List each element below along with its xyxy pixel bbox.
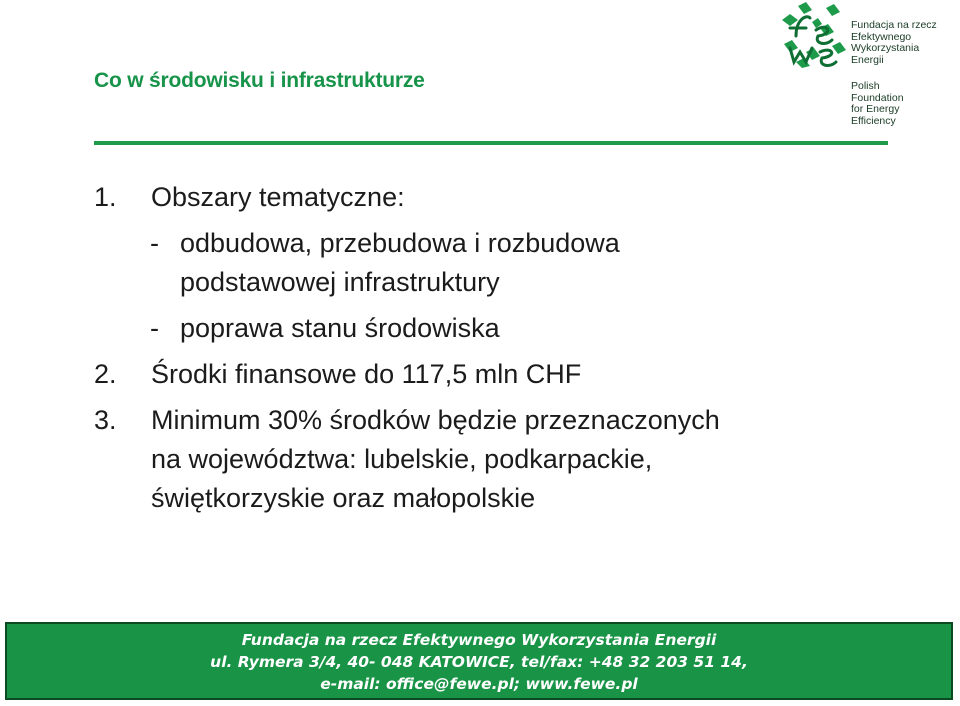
logo-name-english xyxy=(851,81,904,127)
logo-pl-line: Efektywnego xyxy=(851,30,912,43)
footer-contact: e-mail: office@fewe.pl; www.fewe.pl xyxy=(320,675,638,693)
list-number-3: 3. xyxy=(94,405,117,435)
footer-organization: Fundacja na rzecz Efektywnego Wykorzystania Energii xyxy=(241,631,717,649)
sub-item-2-text: poprawa stanu środowiska xyxy=(180,313,500,343)
logo-pl-line: Wykorzystania xyxy=(851,42,920,55)
list-number-1: 1. xyxy=(94,182,117,212)
header-divider xyxy=(94,141,888,145)
list-item-3-line-2: na województwa: lubelskie, podkarpackie, xyxy=(151,444,653,474)
logo-en-line: Polish xyxy=(851,80,880,92)
logo-en-line: Efficiency xyxy=(851,114,896,127)
footer-contact-bar xyxy=(5,622,953,700)
list-number-2: 2. xyxy=(94,359,117,389)
sub-item-1-line-1: odbudowa, przebudowa i rozbudowa xyxy=(180,228,620,258)
list-item-3-line-1: Minimum 30% środków będzie przeznaczonych xyxy=(151,405,720,435)
logo-name-polish xyxy=(851,20,937,66)
fewe-logo xyxy=(776,0,956,130)
footer-address: ul. Rymera 3/4, 40- 048 KATOWICE, tel/fax: +48 32 203 51 14, xyxy=(210,653,748,671)
list-item-1-text: Obszary tematyczne: xyxy=(151,182,405,212)
sub-item-1-line-2: podstawowej infrastruktury xyxy=(180,267,500,297)
logo-pl-line: Energii xyxy=(851,53,884,66)
list-item-3-line-3: świętkorzyskie oraz małopolskie xyxy=(151,483,536,513)
slide-title: Co w środowisku i infrastrukturze xyxy=(94,69,425,92)
list-item-2-text: Środki finansowe do 117,5 mln CHF xyxy=(151,359,582,389)
logo-en-line: Foundation xyxy=(851,91,904,104)
logo-en-line: for Energy xyxy=(851,103,900,116)
sub-item-dash: - xyxy=(150,313,159,343)
sub-item-dash: - xyxy=(150,228,159,258)
logo-pl-line: Fundacja na rzecz xyxy=(851,19,937,31)
fewe-logo-mark-icon xyxy=(776,0,848,70)
